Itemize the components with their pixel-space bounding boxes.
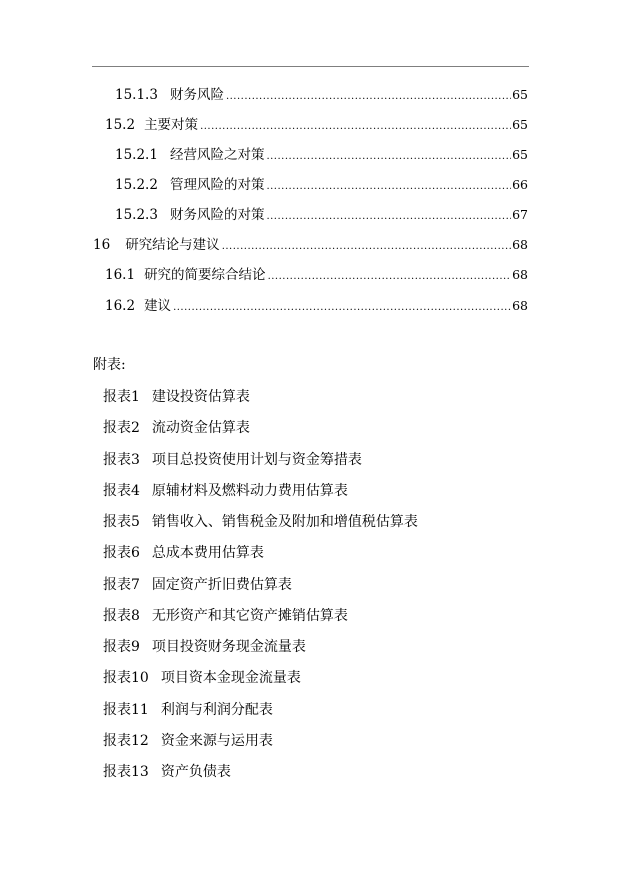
header-rule — [92, 66, 529, 67]
appendix-item-title: 固定资产折旧费估算表 — [151, 577, 292, 593]
appendix-item-label: 报表5 — [103, 514, 140, 530]
appendix-item-title: 利润与利润分配表 — [160, 702, 273, 718]
toc-entry-15-2-1[interactable] — [115, 145, 528, 165]
toc-entry-page: 67 — [512, 207, 528, 222]
toc-leader-dots — [266, 147, 511, 167]
appendix-item-label: 报表10 — [103, 670, 149, 686]
appendix-item-title: 总成本费用估算表 — [151, 545, 264, 561]
toc-entry-page: 68 — [512, 237, 528, 252]
appendix-item — [103, 575, 292, 595]
toc-entry-title: 研究的简要综合结论 — [144, 267, 266, 283]
toc-entry-number: 15.2.3 — [115, 207, 158, 223]
toc-entry-page: 65 — [512, 147, 528, 162]
appendix-item-label: 报表4 — [103, 483, 140, 499]
appendix-item-label: 报表8 — [103, 608, 140, 624]
appendix-item-title: 项目总投资使用计划与资金筹措表 — [151, 452, 362, 468]
toc-entry-title: 财务风险 — [169, 87, 224, 103]
toc-entry-title: 经营风险之对策 — [169, 147, 265, 163]
appendix-item — [103, 481, 348, 501]
toc-leader-dots — [266, 177, 511, 197]
appendix-item-label: 报表11 — [103, 702, 149, 718]
appendix-item — [103, 637, 306, 657]
appendix-item-title: 原辅材料及燃料动力费用估算表 — [151, 483, 348, 499]
appendix-item — [103, 762, 231, 782]
appendix-item-label: 报表1 — [103, 389, 140, 405]
toc-entry-page: 68 — [512, 267, 528, 282]
appendix-item-title: 流动资金估算表 — [151, 420, 250, 436]
toc-entry-title: 研究结论与建议 — [125, 237, 220, 253]
toc-leader-dots — [200, 117, 511, 137]
appendix-item-label: 报表7 — [103, 577, 140, 593]
appendix-item — [103, 731, 273, 751]
appendix-item-label: 报表13 — [103, 764, 149, 780]
appendix-item-title: 项目资本金现金流量表 — [160, 670, 301, 686]
toc-entry-15-2[interactable] — [105, 115, 528, 135]
toc-entry-15-2-2[interactable] — [115, 175, 528, 195]
appendix-item-label: 报表9 — [103, 639, 140, 655]
appendix-item-title: 项目投资财务现金流量表 — [151, 639, 306, 655]
appendix-item-label: 报表2 — [103, 420, 140, 436]
appendix-item — [103, 606, 348, 626]
toc-leader-dots — [173, 298, 511, 318]
toc-entry-title: 财务风险的对策 — [169, 207, 265, 223]
toc-entry-number: 16 — [93, 237, 111, 253]
appendix-item — [103, 387, 250, 407]
appendix-item — [103, 418, 250, 438]
appendix-item-title: 资产负债表 — [160, 764, 231, 780]
toc-leader-dots — [226, 87, 511, 107]
appendix-item-title: 无形资产和其它资产摊销估算表 — [151, 608, 348, 624]
toc-entry-number: 15.1.3 — [115, 87, 158, 103]
toc-leader-dots — [222, 237, 511, 257]
appendix-item — [103, 450, 362, 470]
appendix-item — [103, 512, 418, 532]
appendix-item — [103, 543, 264, 563]
appendix-item-title: 资金来源与运用表 — [160, 733, 273, 749]
appendix-item-label: 报表6 — [103, 545, 140, 561]
toc-leader-dots — [268, 267, 512, 287]
toc-entry-15-2-3[interactable] — [115, 205, 528, 225]
appendix-item-label: 报表12 — [103, 733, 149, 749]
toc-entry-page: 65 — [512, 117, 528, 132]
appendix-item-title: 建设投资估算表 — [151, 389, 250, 405]
appendix-item — [103, 700, 273, 720]
toc-entry-15-1-3[interactable] — [115, 85, 528, 105]
toc-entry-number: 15.2 — [105, 117, 136, 133]
toc-entry-title: 建议 — [144, 298, 172, 314]
appendix-heading: 附表: — [93, 357, 126, 373]
toc-entry-16-1[interactable] — [105, 265, 528, 285]
toc-entry-16-2[interactable] — [105, 296, 528, 316]
toc-leader-dots — [266, 207, 511, 227]
toc-entry-title: 主要对策 — [144, 117, 199, 133]
toc-entry-number: 15.2.2 — [115, 177, 158, 193]
toc-entry-page: 65 — [512, 87, 528, 102]
appendix-item-label: 报表3 — [103, 452, 140, 468]
toc-entry-number: 16.1 — [105, 267, 136, 283]
toc-entry-16[interactable] — [93, 235, 528, 255]
toc-entry-number: 15.2.1 — [115, 147, 158, 163]
toc-entry-page: 68 — [512, 298, 528, 313]
appendix-item — [103, 668, 301, 688]
toc-entry-title: 管理风险的对策 — [169, 177, 265, 193]
toc-entry-page: 66 — [512, 177, 528, 192]
appendix-item-title: 销售收入、销售税金及附加和增值税估算表 — [151, 514, 418, 530]
toc-entry-number: 16.2 — [105, 298, 136, 314]
